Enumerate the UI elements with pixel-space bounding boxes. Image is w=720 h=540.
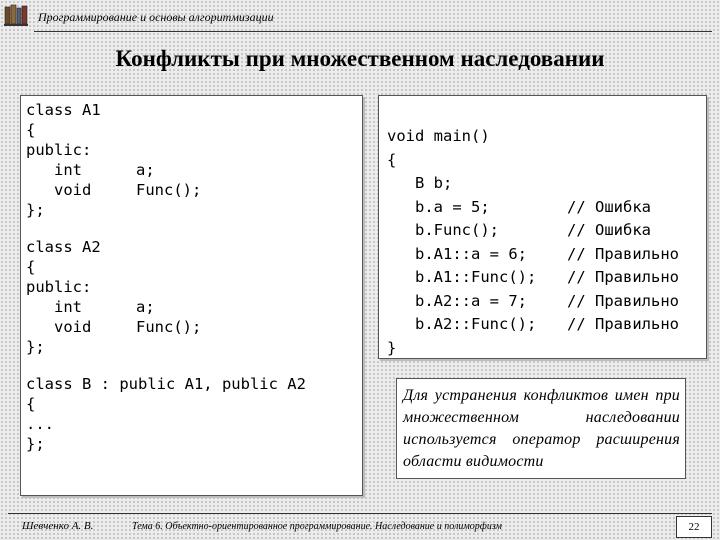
code-statement: } <box>387 338 397 357</box>
code-token: class A1 <box>26 101 101 119</box>
footer-topic: Тема 6. Объектно-ориентированное программирование. Наследование и полиморфизм <box>132 521 502 532</box>
code-token: int <box>26 298 82 316</box>
header-title: Программирование и основы алгоритмизации <box>38 10 274 24</box>
code-token: { <box>26 395 36 413</box>
code-comment: // Правильно <box>567 268 679 286</box>
code-comment: // Правильно <box>567 244 679 263</box>
code-statement: b.a = 5; <box>387 197 490 216</box>
code-token: class A2 <box>26 238 101 256</box>
code-token: }; <box>26 338 45 356</box>
code-comment: // Ошибка <box>567 221 651 239</box>
code-token: ... <box>26 415 54 433</box>
code-token: Func(); <box>136 318 202 336</box>
code-token: Func(); <box>136 181 202 199</box>
code-token: public: <box>26 141 92 159</box>
header-divider <box>34 31 712 32</box>
code-token: void <box>26 181 92 199</box>
code-token: a; <box>136 161 155 179</box>
code-comment: // Правильно <box>567 291 679 310</box>
code-token: int <box>26 161 82 179</box>
footer-divider <box>8 513 712 514</box>
class-declarations-panel <box>20 95 363 496</box>
code-statement: B b; <box>387 174 453 192</box>
code-statement: b.A1::Func(); <box>387 268 537 286</box>
footer-author: Шевченко А. В. <box>22 520 94 532</box>
note-box: Для устранения конфликтов имен при множественном наследовании используется оператор расширения области видимости <box>396 378 686 479</box>
code-statement: b.Func(); <box>387 221 499 239</box>
code-statement: b.A2::Func(); <box>387 315 537 333</box>
page-number: 22 <box>676 516 712 538</box>
slide-title: Конфликты при множественном наследовании <box>115 46 605 71</box>
code-token: a; <box>136 298 155 316</box>
code-statement: b.A2::a = 7; <box>387 291 527 310</box>
code-token: }; <box>26 435 45 453</box>
main-function-panel <box>378 95 707 359</box>
code-token: { <box>26 258 36 276</box>
code-token: public: <box>26 278 92 296</box>
code-token: }; <box>26 201 45 219</box>
code-token: void <box>26 318 92 336</box>
code-token: class B : public A1, public A2 <box>26 375 306 393</box>
code-comment: // Правильно <box>567 315 679 333</box>
code-statement: { <box>387 150 397 169</box>
books-icon <box>4 4 28 26</box>
code-statement: b.A1::a = 6; <box>387 244 527 263</box>
code-comment: // Ошибка <box>567 197 651 216</box>
code-token: { <box>26 121 36 139</box>
code-statement: void main() <box>387 127 490 145</box>
